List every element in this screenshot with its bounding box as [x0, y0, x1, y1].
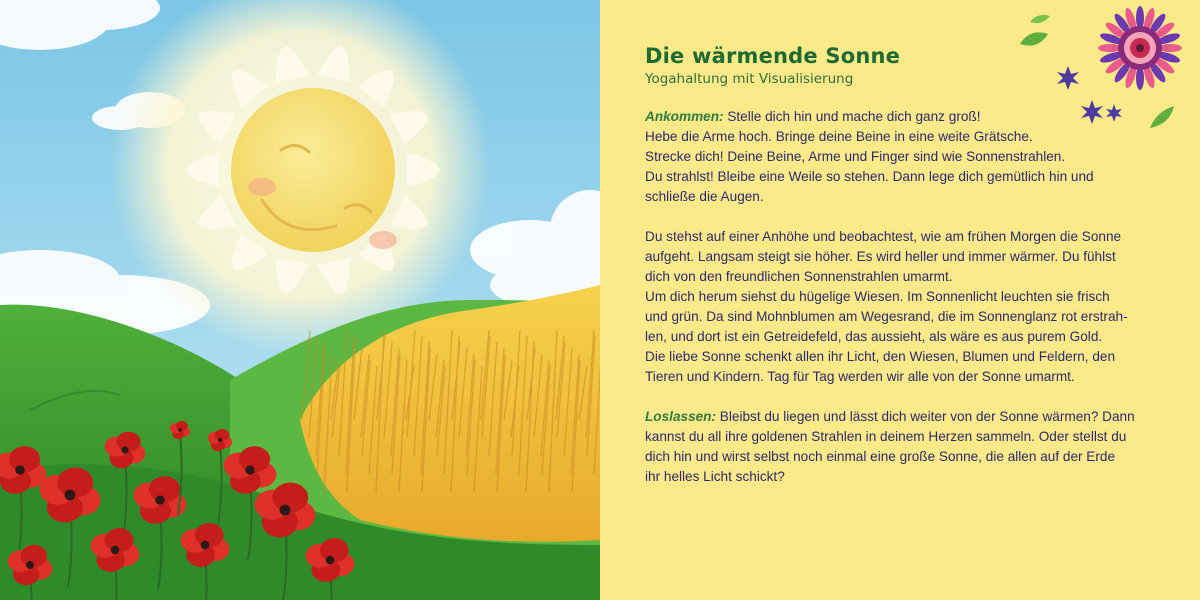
- section-ankommen-line-4: Du strahlst! Bleibe eine Weile so stehen. Dann lege dich gemütlich hin und: [645, 169, 1094, 184]
- flower-decoration: [1000, 0, 1200, 140]
- section-visualisierung-line-7: Die liebe Sonne schenkt allen ihr Licht, den Wiesen, Blumen und Feldern, den: [645, 349, 1116, 364]
- section-ankommen-line-3: Strecke dich! Deine Beine, Arme und Finger sind wie Sonnenstrahlen.: [645, 149, 1066, 164]
- section-loslassen-line-2: kannst du all ihre goldenen Strahlen in deinem Herzen sammeln. Oder stellst du: [645, 429, 1127, 444]
- section-loslassen-line-1: Loslassen: Bleibst du liegen und lässt dich weiter von der Sonne wärmen? Dann: [645, 409, 1135, 424]
- section-visualisierung-line-5: und grün. Da sind Mohnblumen am Wegesrand, die im Sonnenglanz rot erstrah-: [645, 309, 1128, 324]
- mandala-flower-icon: [1098, 6, 1182, 90]
- section-ankommen-line-1: Ankommen: Stelle dich hin und mache dich ganz groß!: [645, 109, 981, 124]
- section-visualisierung-line-1: Du stehst auf einer Anhöhe und beobachtest, wie am frühen Morgen die Sonne: [645, 229, 1122, 244]
- star-flower-icon: [1057, 66, 1122, 124]
- text-page: [600, 0, 1200, 600]
- section-ankommen-line-5: schließe die Augen.: [645, 189, 764, 204]
- page-subtitle: Yogahaltung mit Visualisierung: [645, 71, 854, 87]
- section-visualisierung-line-4: Um dich herum siehst du hügelige Wiesen. Im Sonnenlicht leuchten sie frisch: [645, 289, 1110, 304]
- keyword-loslassen: Loslassen:: [645, 409, 717, 424]
- section-visualisierung-line-6: len, und dort ist ein Getreidefeld, das aussieht, als wäre es aus purem Gold.: [645, 329, 1103, 344]
- section-visualisierung-line-2: aufgeht. Langsam steigt sie höher. Es wird heller und immer wärmer. Du fühlst: [645, 249, 1116, 264]
- keyword-ankommen: Ankommen:: [645, 109, 724, 124]
- section-ankommen-line-2: Hebe die Arme hoch. Bringe deine Beine in eine weite Grätsche.: [645, 129, 1033, 144]
- body-text: [645, 107, 1165, 487]
- paragraph-gap: [645, 387, 1165, 407]
- section-visualisierung-line-8: Tieren und Kindern. Tag für Tag werden wir alle von der Sonne umarmt.: [645, 369, 1075, 384]
- section-loslassen-line-3: dich hin und wirst selbst noch einmal eine große Sonne, die allen auf der Erde: [645, 449, 1116, 464]
- section-loslassen-line-4: ihr helles Licht schickt?: [645, 469, 785, 484]
- page-title: Die wärmende Sonne: [645, 44, 901, 68]
- paragraph-gap: [645, 207, 1165, 227]
- section-visualisierung-line-3: dich von den freundlichen Sonnenstrahlen umarmt.: [645, 269, 953, 284]
